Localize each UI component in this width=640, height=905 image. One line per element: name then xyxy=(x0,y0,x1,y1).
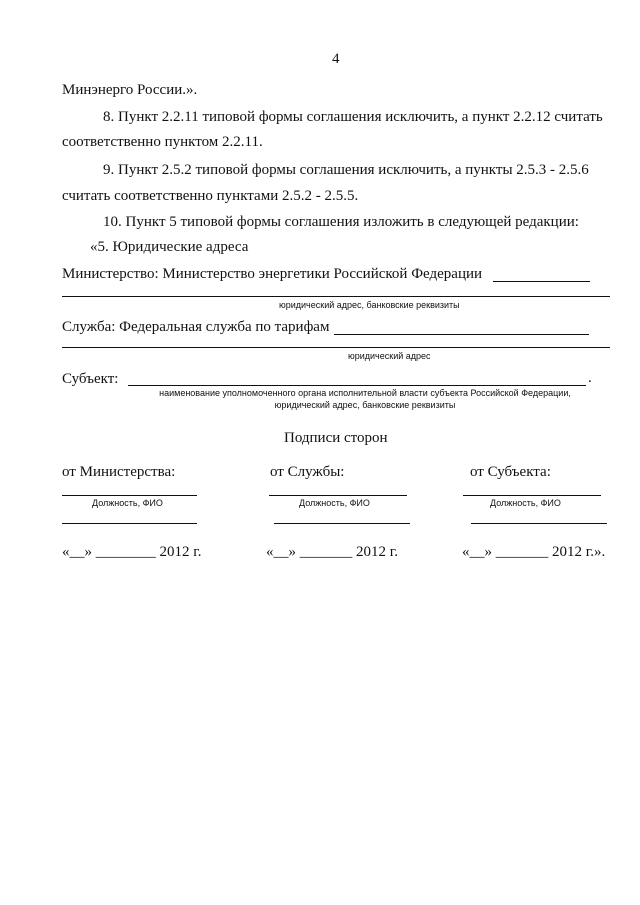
signature-from-service: от Службы: xyxy=(270,464,345,480)
ministry-name-line xyxy=(62,523,197,524)
service-address-label: Служба: Федеральная служба по тарифам xyxy=(62,319,330,335)
subject-address-label: Субъект: xyxy=(62,371,119,387)
subject-address-line xyxy=(128,385,586,386)
page-number: 4 xyxy=(332,51,340,67)
paragraph-8-line-2: соответственно пунктом 2.2.11. xyxy=(62,134,263,150)
service-address-line xyxy=(62,347,610,348)
subject-address-caption-line-1: наименование уполномоченного органа исполнительной власти субъекта Российской Федерации, xyxy=(159,388,571,398)
service-name-line xyxy=(274,523,410,524)
subject-name-line xyxy=(471,523,607,524)
paragraph-9-line-1: 9. Пункт 2.5.2 типовой формы соглашения исключить, а пункты 2.5.3 - 2.5.6 xyxy=(103,162,589,178)
ministry-signature-date: «__» ________ 2012 г. xyxy=(62,544,202,560)
service-position-caption: Должность, ФИО xyxy=(299,498,370,508)
paragraph-8-line-1: 8. Пункт 2.2.11 типовой формы соглашения исключить, а пункт 2.2.12 считать xyxy=(103,109,603,125)
subject-signature-date: «__» _______ 2012 г.». xyxy=(462,544,606,560)
subject-address-end: . xyxy=(588,370,592,386)
paragraph-10: 10. Пункт 5 типовой формы соглашения изложить в следующей редакции: xyxy=(103,214,579,230)
paragraph-9-line-2: считать соответственно пунктами 2.5.2 - 2.5.5. xyxy=(62,188,359,204)
service-signature-line xyxy=(269,495,407,496)
ministry-address-label: Министерство: Министерство энергетики Российской Федерации xyxy=(62,266,483,282)
ministry-address-caption: юридический адрес, банковские реквизиты xyxy=(279,300,460,310)
ministry-position-caption: Должность, ФИО xyxy=(92,498,163,508)
paragraph-continuation: Минэнерго России.». xyxy=(62,82,198,98)
service-name-blank-line xyxy=(334,334,589,335)
signature-from-subject: от Субъекта: xyxy=(470,464,551,480)
section-5-heading: «5. Юридические адреса xyxy=(90,239,249,255)
ministry-name-blank-line xyxy=(493,281,590,282)
service-address-caption: юридический адрес xyxy=(348,351,431,361)
subject-signature-line xyxy=(463,495,601,496)
signature-from-ministry: от Министерства: xyxy=(62,464,176,480)
ministry-address-line xyxy=(62,296,610,297)
signatures-heading: Подписи сторон xyxy=(284,430,388,446)
service-signature-date: «__» _______ 2012 г. xyxy=(266,544,398,560)
subject-address-caption-line-2: юридический адрес, банковские реквизиты xyxy=(274,400,456,410)
ministry-signature-line xyxy=(62,495,197,496)
subject-position-caption: Должность, ФИО xyxy=(490,498,561,508)
